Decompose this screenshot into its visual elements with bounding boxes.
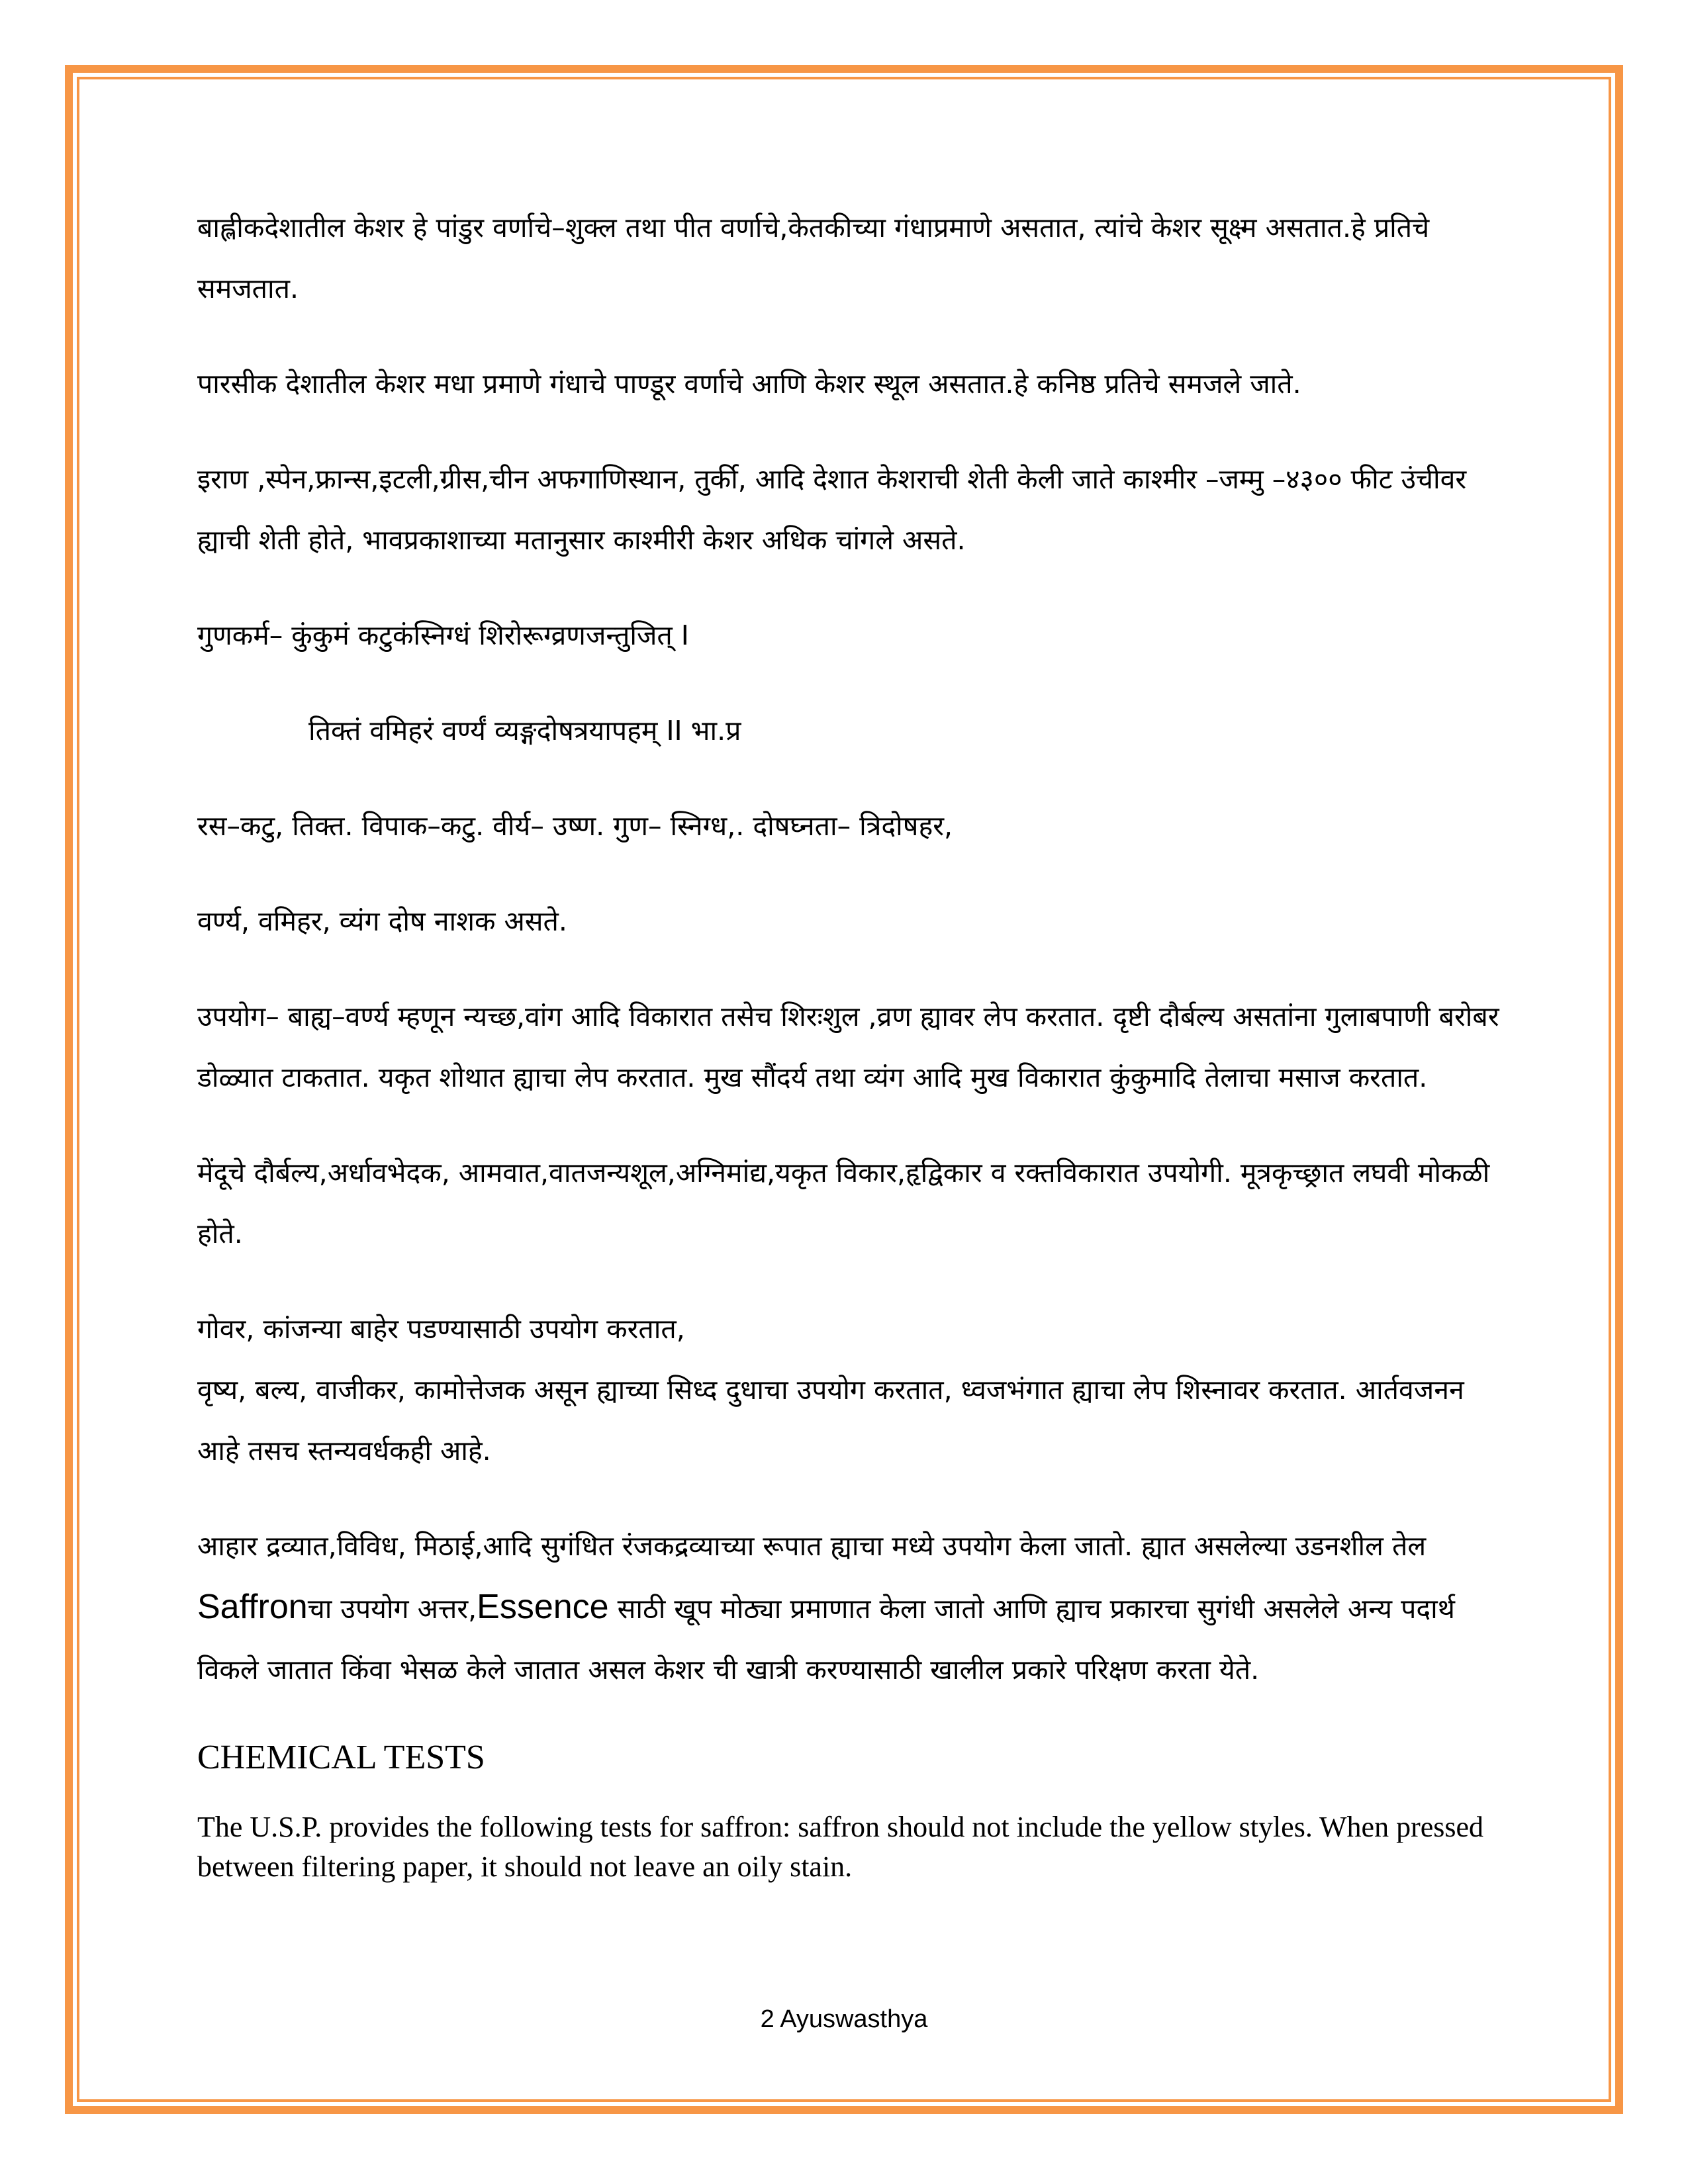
food-uses-text-2: चा उपयोग अत्तर, [307,1593,477,1625]
section-heading-chemical-tests: CHEMICAL TESTS [197,1739,485,1776]
paragraph-properties: रस–कटु, तिक्त. विपाक–कटु. वीर्य– उष्ण. गुण– स्निग्ध,. दोषघ्नता– त्रिदोषहर, [197,810,953,842]
paragraph-gunakarma-verse: गुणकर्म– कुंकुमं कटुकंस्निग्धं शिरोरूग्व्रणजन्तुजित् I [197,619,689,651]
paragraph-varnya: वर्ण्य, वमिहर, व्यंग दोष नाशक असते. [197,905,567,937]
paragraph-aphrodisiac: वृष्य, बल्य, वाजीकर, कामोत्तेजक असून ह्याच्या सिध्द दुधाचा उपयोग करतात, ध्वजभंगात ह्याचा लेप शिस्नावर करतात. आर्तवजनन आहे तसच स्तन्यवर्धकही आहे. [197,1374,1464,1467]
paragraph-external-uses: उपयोग– बाह्य–वर्ण्य म्हणून न्यच्छ,वांग आदि विकारात तसेच शिरःशुल ,व्रण ह्यावर लेप करतात. दृष्टी दौर्बल्य असतांना गुलाबपाणी बरोबर डोळ्यात टाकतात. यकृत शोथात ह्याचा लेप करतात. मुख सौंदर्य तथा व्यंग आदि मुख विकारात कुंकुमादि तेलाचा मसाज करतात. [197,1001,1499,1093]
document-body [197,197,1508,1887]
page-footer: 2 Ayuswasthya [760,2005,928,2033]
paragraph-usp-tests: The U.S.P. provides the following tests for saffron: saffron should not include the yellow styles. When pressed between filtering paper, it should not leave an oily stain. [197,1811,1484,1883]
essence-term: Essence [477,1588,609,1626]
paragraph-measles: गोवर, कांजन्या बाहेर पडण्यासाठी उपयोग करतात, [197,1313,685,1345]
paragraph-internal-uses: मेंदूचे दौर्बल्य,अर्धावभेदक, आमवात,वातजन्यशूल,अग्निमांद्य,यकृत विकार,हृद्विकार व रक्तविकारात उपयोगी. मूत्रकृच्छ्रात लघवी मोकळी होते. [197,1157,1490,1250]
paragraph-parasika-saffron: पारसीक देशातील केशर मधा प्रमाणे गंधाचे पाण्डूर वर्णाचे आणि केशर स्थूल असतात.हे कनिष्ठ प्रतिचे समजले जाते. [197,368,1301,400]
paragraph-bahlika-saffron: बाह्लीकदेशातील केशर हे पांडुर वर्णाचे–शुक्ल तथा पीत वर्णाचे,केतकीच्या गंधाप्रमाणे असतात, त्यांचे केशर सूक्ष्म असतात.हे प्रतिचे समजतात. [197,212,1430,304]
food-uses-text-1: आहार द्रव्यात,विविध, मिठाई,आदि सुगंधित रंजकद्रव्याच्या रूपात ह्याचा मध्ये उपयोग केला जातो. ह्यात असलेल्या उडनशील तेल [197,1530,1427,1562]
paragraph-verse-line-2: तिक्तं वमिहरं वर्ण्यं व्यङ्गदोषत्रयापहम् II भा.प्र [308,715,741,747]
saffron-term: Saffron [197,1588,308,1626]
paragraph-food-uses [197,1516,1508,1700]
paragraph-cultivation: इराण ,स्पेन,फ्रान्स,इटली,ग्रीस,चीन अफगाणिस्थान, तुर्की, आदि देशात केशराची शेती केली जाते काश्मीर –जम्मु –४३०० फीट उंचीवर ह्याची शेती होते, भावप्रकाशाच्या मतानुसार काश्मीरी केशर अधिक चांगले असते. [197,463,1467,556]
food-uses-text-3: साठी खूप मोठ्या प्रमाणात केला जातो आणि ह्याच प्रकारचा सुगंधी असलेले अन्य पदार्थ विकले जातात किंवा भेसळ केले जातात असल केशर ची खात्री करण्यासाठी खालील प्रकारे परिक्षण करता येते. [197,1593,1455,1686]
